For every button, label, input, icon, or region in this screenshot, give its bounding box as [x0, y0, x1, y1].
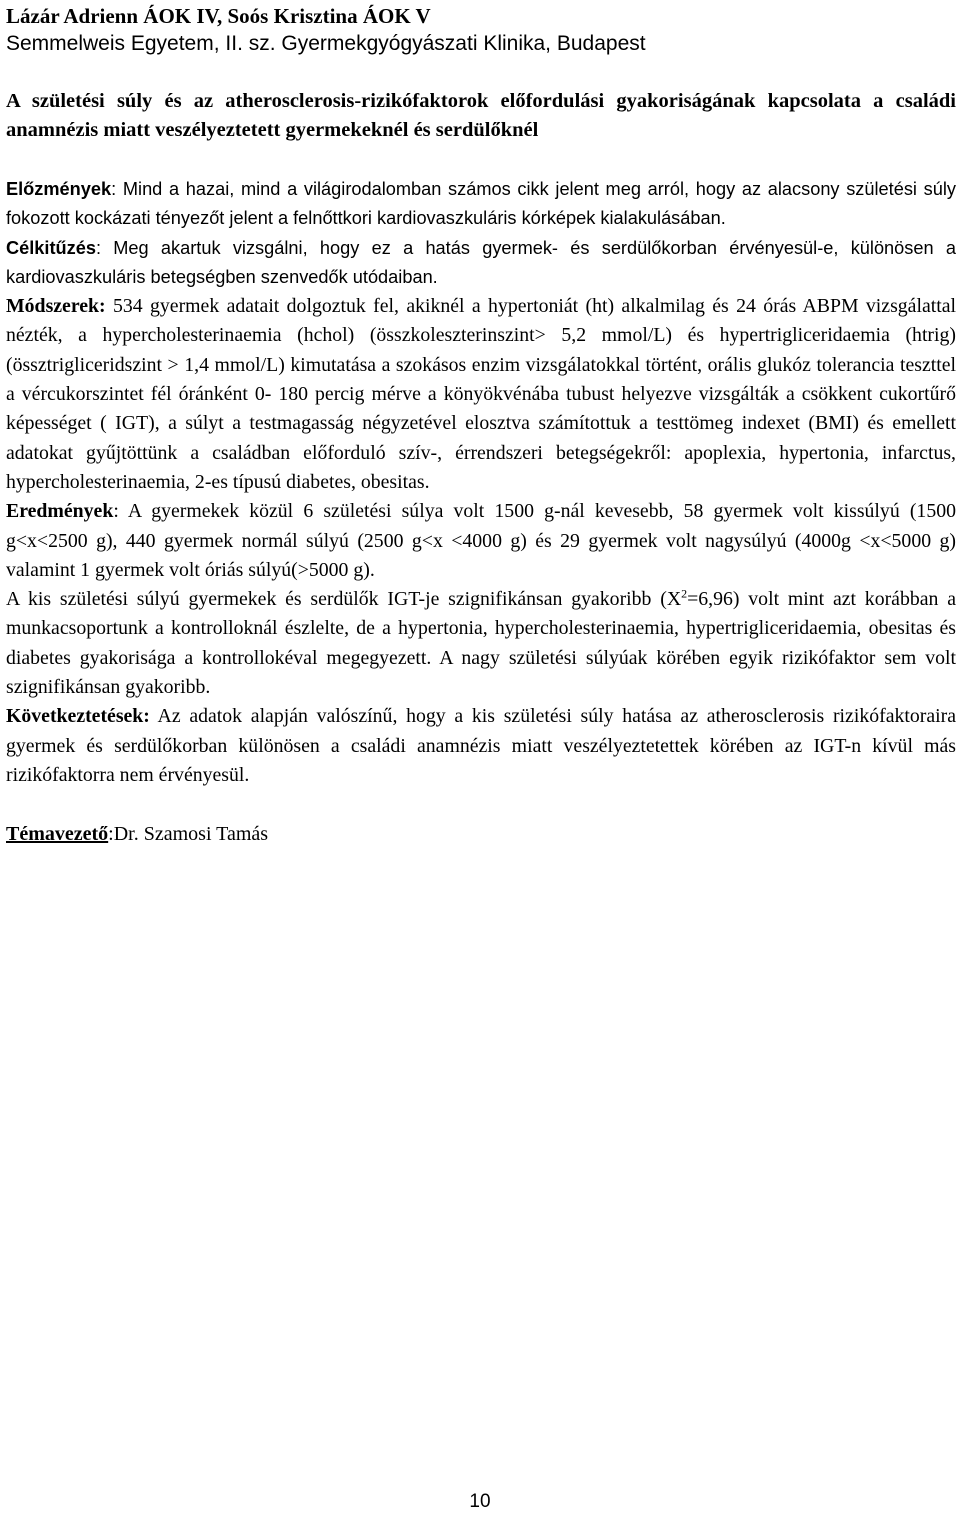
background-paragraph — [6, 175, 956, 234]
page-number: 10 — [469, 1491, 491, 1512]
aim-text: : Meg akartuk vizsgálni, hogy ez a hatás gyermek- és serdülőkorban érvényesül-e, különösen a kardiovaszkuláris betegségben szenvedők utódaiban. — [6, 237, 956, 287]
affiliation-line: Semmelweis Egyetem, II. sz. Gyermekgyógyászati Klinika, Budapest — [6, 32, 646, 55]
results-text-2a: A kis születési súlyú gyermekek és serdülők IGT-je szignifikánsan gyakoribb (X — [6, 588, 682, 611]
background-label: Előzmények — [6, 179, 112, 199]
supervisor-label: Témavezető — [6, 823, 109, 846]
conclusions-text: Az adatok alapján valószínű, hogy a kis születési súly hatása az atherosclerosis rizikófaktoraira gyermek és serdülőkorban különösen a családi anamnézis miatt veszélyeztetettek körében az IGT-n kívül más rizikófaktorra nem érvényesül. — [6, 705, 956, 786]
chi-square-superscript: 2 — [681, 586, 688, 601]
results-paragraph — [6, 497, 956, 585]
results-text: : A gyermekek közül 6 születési súlya volt 1500 g-nál kevesebb, 58 gyermek volt kissúlyú (1500 g<x<2500 g), 440 gyermek normál súlyú (2500 g<x <4000 g) és 29 gyermek volt nagysúlyú (4000g <x<5000 g) valamint 1 gyermek volt óriás súlyú(>5000 g). — [6, 500, 956, 581]
authors-line: Lázár Adrienn ÁOK IV, Soós Krisztina ÁOK V — [6, 4, 431, 28]
aim-paragraph — [6, 234, 956, 293]
aim-label: Célkitűzés — [6, 237, 96, 258]
methods-label: Módszerek: — [6, 295, 106, 318]
supervisor-line — [6, 820, 956, 849]
conclusions-label: Következtetések: — [6, 705, 150, 728]
abstract-page — [6, 2, 956, 849]
results-text-2b: =6,96) volt mint azt korábban a munkacsoportunk a kontrolloknál észlelte, de a hypertonia, hypercholesterinaemia, hypertrigliceridaemia, obesitas és diabetes gyakorisága a kontrollokéval megegyezett. A nagy születési súlyúak körében egyik rizikófaktor sem volt szignifikánsan gyakoribb. — [6, 588, 956, 699]
supervisor-name: :Dr. Szamosi Tamás — [108, 823, 269, 846]
methods-paragraph — [6, 292, 956, 497]
background-text: : Mind a hazai, mind a világirodalomban számos cikk jelent meg arról, hogy az alacsony születési súly fokozott kockázati tényezőt jelent a felnőttkori kardiovaszkuláris kórképek kialakulásában. — [6, 179, 956, 229]
methods-text: 534 gyermek adatait dolgoztuk fel, akiknél a hypertoniát (ht) alkalmilag és 24 órás ABPM vizsgálattal nézték, a hypercholesterinaemia (hchol) (összkoleszterinszint> 5,2 mmol/L) és hypertrigliceridaemia (htrig) (össztrigliceridszint > 1,4 mmol/L) kimutatása a szokásos enzim vizsgálatokkal történt, orális glukóz tolerancia teszttel a vércukorszintet fél óránként 0- 180 percig mérve a könyökvénába tubust helyezve vizsgálták a csökkent cukortűrő képességet ( IGT), a súlyt a testmagasság négyzetével elosztva számítottuk a testtömeg indexet (BMI) és emellett adatokat gyűjtöttünk a családban előforduló szív-, érrendszeri betegségekről: apoplexia, hypertonia, infarctus, hypercholesterinaemia, 2-es típusú diabetes, obesitas. — [6, 295, 956, 493]
results-label: Eredmények — [6, 500, 114, 523]
results-paragraph-2 — [6, 585, 956, 702]
abstract-title: A születési súly és az atherosclerosis-rizikófaktorok előfordulási gyakoriságának kapcsolata a családi anamnézis miatt veszélyeztetett gyermekeknél és serdülőknél — [6, 90, 956, 141]
conclusions-paragraph — [6, 702, 956, 790]
